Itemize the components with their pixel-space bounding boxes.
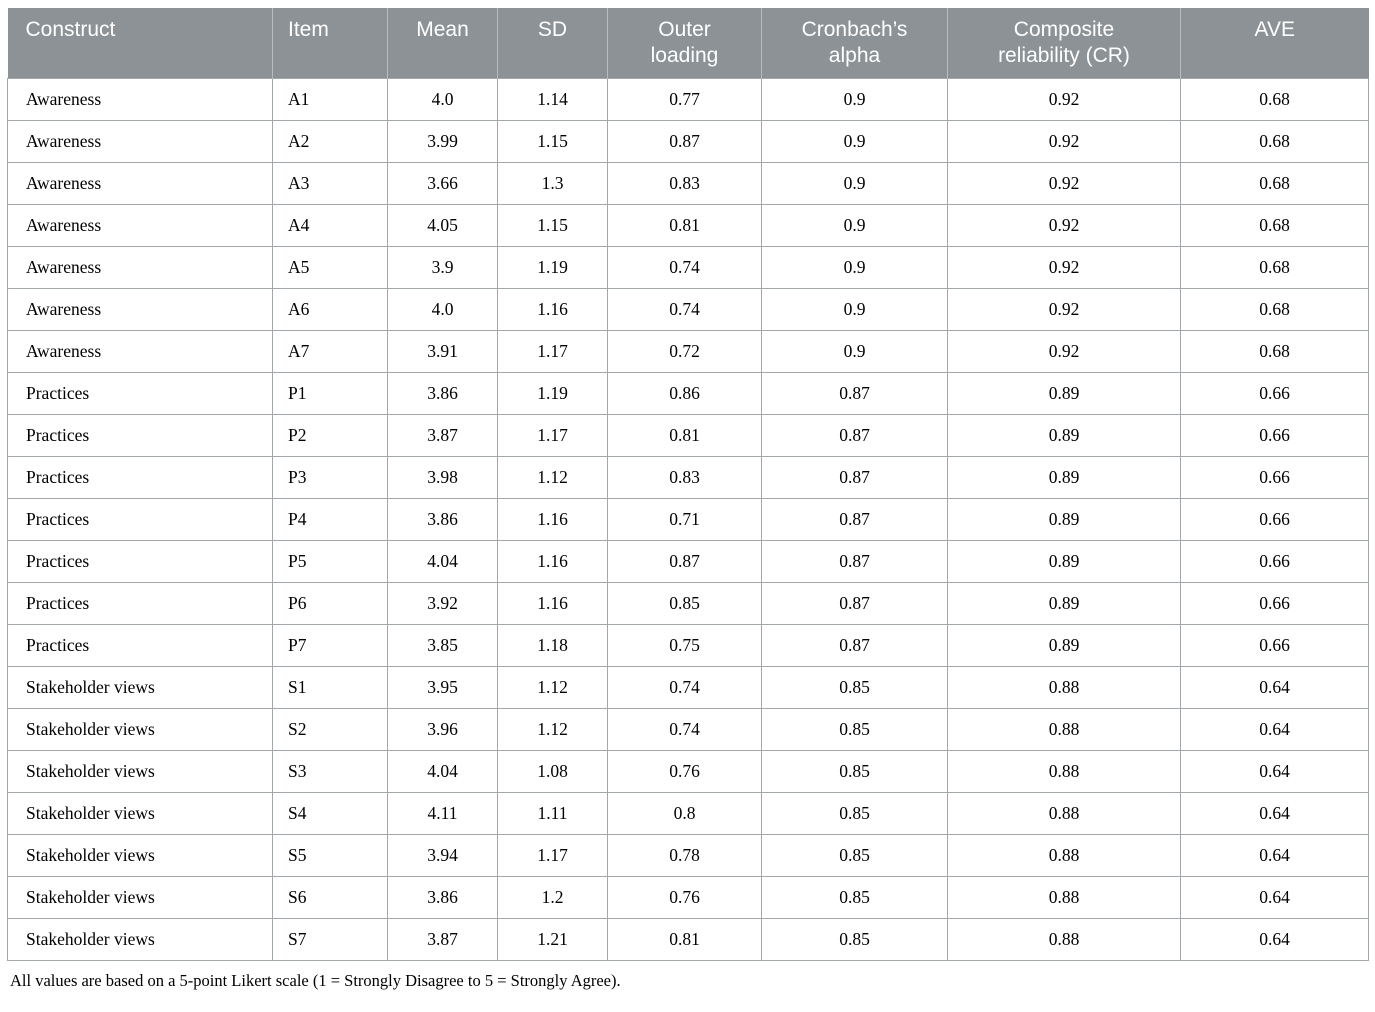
cell-ave: 0.64: [1181, 750, 1369, 792]
cell-outer-loading: 0.83: [608, 162, 762, 204]
cell-cronbach-alpha: 0.9: [762, 330, 948, 372]
cell-outer-loading: 0.87: [608, 540, 762, 582]
cell-outer-loading: 0.74: [608, 288, 762, 330]
cell-outer-loading: 0.74: [608, 666, 762, 708]
table-row: [8, 792, 1369, 834]
cell-sd: 1.16: [498, 288, 608, 330]
table-row: [8, 834, 1369, 876]
cell-item: S1: [273, 666, 388, 708]
cell-construct: Awareness: [8, 162, 273, 204]
cell-sd: 1.17: [498, 834, 608, 876]
cell-sd: 1.12: [498, 708, 608, 750]
column-header-composite-reliability: [948, 8, 1181, 78]
cell-item: P7: [273, 624, 388, 666]
cell-outer-loading: 0.74: [608, 246, 762, 288]
cell-ave: 0.68: [1181, 78, 1369, 120]
cell-outer-loading: 0.76: [608, 750, 762, 792]
cell-cronbach-alpha: 0.9: [762, 204, 948, 246]
cell-outer-loading: 0.72: [608, 330, 762, 372]
cell-cronbach-alpha: 0.85: [762, 750, 948, 792]
cell-ave: 0.66: [1181, 540, 1369, 582]
cell-item: P6: [273, 582, 388, 624]
cell-cronbach-alpha: 0.85: [762, 666, 948, 708]
column-header-sd: [498, 8, 608, 78]
cell-sd: 1.15: [498, 204, 608, 246]
cell-cronbach-alpha: 0.9: [762, 120, 948, 162]
cell-ave: 0.64: [1181, 792, 1369, 834]
cell-cronbach-alpha: 0.85: [762, 876, 948, 918]
table-row: [8, 204, 1369, 246]
cell-composite-reliability: 0.92: [948, 246, 1181, 288]
table-row: [8, 540, 1369, 582]
cell-ave: 0.68: [1181, 120, 1369, 162]
cell-construct: Stakeholder views: [8, 876, 273, 918]
cell-item: S5: [273, 834, 388, 876]
cell-ave: 0.64: [1181, 876, 1369, 918]
table-row: [8, 708, 1369, 750]
table-row: [8, 246, 1369, 288]
cell-ave: 0.66: [1181, 456, 1369, 498]
cell-ave: 0.64: [1181, 834, 1369, 876]
cell-item: A4: [273, 204, 388, 246]
cell-cronbach-alpha: 0.9: [762, 246, 948, 288]
cell-composite-reliability: 0.92: [948, 330, 1181, 372]
cell-cronbach-alpha: 0.85: [762, 708, 948, 750]
cell-mean: 4.0: [388, 78, 498, 120]
cell-construct: Stakeholder views: [8, 834, 273, 876]
cell-item: S3: [273, 750, 388, 792]
table-row: [8, 120, 1369, 162]
cell-composite-reliability: 0.89: [948, 456, 1181, 498]
cell-sd: 1.16: [498, 498, 608, 540]
cell-cronbach-alpha: 0.85: [762, 918, 948, 960]
cell-sd: 1.21: [498, 918, 608, 960]
column-header-label: Cronbach’s alpha: [801, 18, 908, 68]
cell-item: A6: [273, 288, 388, 330]
cell-mean: 4.0: [388, 288, 498, 330]
cell-ave: 0.66: [1181, 372, 1369, 414]
column-header-construct: [8, 8, 273, 78]
table-row: [8, 918, 1369, 960]
cell-outer-loading: 0.74: [608, 708, 762, 750]
cell-cronbach-alpha: 0.9: [762, 288, 948, 330]
cell-composite-reliability: 0.89: [948, 414, 1181, 456]
cell-item: P2: [273, 414, 388, 456]
cell-item: S4: [273, 792, 388, 834]
cell-construct: Practices: [8, 498, 273, 540]
cell-cronbach-alpha: 0.85: [762, 834, 948, 876]
cell-construct: Practices: [8, 414, 273, 456]
cell-outer-loading: 0.81: [608, 918, 762, 960]
cell-outer-loading: 0.81: [608, 414, 762, 456]
cell-ave: 0.64: [1181, 708, 1369, 750]
cell-ave: 0.66: [1181, 624, 1369, 666]
cell-construct: Practices: [8, 624, 273, 666]
cell-cronbach-alpha: 0.87: [762, 372, 948, 414]
cell-cronbach-alpha: 0.87: [762, 498, 948, 540]
cell-construct: Practices: [8, 540, 273, 582]
cell-sd: 1.08: [498, 750, 608, 792]
cell-construct: Awareness: [8, 288, 273, 330]
header-row: [8, 8, 1369, 78]
cell-composite-reliability: 0.92: [948, 120, 1181, 162]
cell-item: A3: [273, 162, 388, 204]
cell-composite-reliability: 0.88: [948, 876, 1181, 918]
cell-mean: 3.99: [388, 120, 498, 162]
cell-mean: 3.85: [388, 624, 498, 666]
table-row: [8, 498, 1369, 540]
cell-item: A7: [273, 330, 388, 372]
cell-sd: 1.12: [498, 456, 608, 498]
cell-cronbach-alpha: 0.87: [762, 414, 948, 456]
cell-outer-loading: 0.8: [608, 792, 762, 834]
cell-mean: 4.04: [388, 750, 498, 792]
cell-outer-loading: 0.86: [608, 372, 762, 414]
column-header-label: AVE: [1254, 18, 1295, 41]
cell-cronbach-alpha: 0.87: [762, 456, 948, 498]
cell-ave: 0.68: [1181, 288, 1369, 330]
column-header-ave: [1181, 8, 1369, 78]
cell-sd: 1.12: [498, 666, 608, 708]
cell-mean: 3.94: [388, 834, 498, 876]
table-row: [8, 288, 1369, 330]
cell-ave: 0.66: [1181, 414, 1369, 456]
cell-composite-reliability: 0.88: [948, 792, 1181, 834]
cell-mean: 3.96: [388, 708, 498, 750]
cell-composite-reliability: 0.88: [948, 750, 1181, 792]
table-row: [8, 414, 1369, 456]
cell-composite-reliability: 0.92: [948, 204, 1181, 246]
cell-sd: 1.2: [498, 876, 608, 918]
cell-mean: 4.05: [388, 204, 498, 246]
cell-outer-loading: 0.78: [608, 834, 762, 876]
cell-construct: Stakeholder views: [8, 708, 273, 750]
cell-composite-reliability: 0.92: [948, 78, 1181, 120]
cell-mean: 3.86: [388, 372, 498, 414]
cell-composite-reliability: 0.89: [948, 372, 1181, 414]
cell-mean: 3.66: [388, 162, 498, 204]
cell-item: P5: [273, 540, 388, 582]
reliability-statistics-table: [7, 8, 1369, 961]
cell-item: A1: [273, 78, 388, 120]
cell-composite-reliability: 0.88: [948, 708, 1181, 750]
cell-cronbach-alpha: 0.9: [762, 78, 948, 120]
cell-sd: 1.18: [498, 624, 608, 666]
cell-sd: 1.3: [498, 162, 608, 204]
table-footnote: All values are based on a 5-point Likert scale (1 = Strongly Disagree to 5 = Strongly Agree).: [10, 970, 621, 990]
cell-ave: 0.64: [1181, 918, 1369, 960]
cell-sd: 1.17: [498, 414, 608, 456]
column-header-label: SD: [537, 18, 568, 41]
cell-outer-loading: 0.85: [608, 582, 762, 624]
cell-item: P1: [273, 372, 388, 414]
cell-construct: Awareness: [8, 120, 273, 162]
column-header-outer-loading: [608, 8, 762, 78]
table-body: [8, 78, 1369, 960]
cell-construct: Practices: [8, 582, 273, 624]
cell-construct: Awareness: [8, 330, 273, 372]
cell-sd: 1.15: [498, 120, 608, 162]
column-header-label: Mean: [416, 18, 469, 41]
cell-outer-loading: 0.87: [608, 120, 762, 162]
cell-construct: Stakeholder views: [8, 918, 273, 960]
cell-ave: 0.66: [1181, 498, 1369, 540]
table-row: [8, 372, 1369, 414]
cell-mean: 4.04: [388, 540, 498, 582]
cell-sd: 1.11: [498, 792, 608, 834]
table-row: [8, 666, 1369, 708]
cell-outer-loading: 0.81: [608, 204, 762, 246]
table-row: [8, 582, 1369, 624]
column-header-label: Item: [288, 18, 329, 41]
table-row: [8, 624, 1369, 666]
cell-sd: 1.16: [498, 540, 608, 582]
cell-cronbach-alpha: 0.87: [762, 624, 948, 666]
cell-sd: 1.19: [498, 246, 608, 288]
cell-item: A2: [273, 120, 388, 162]
cell-outer-loading: 0.76: [608, 876, 762, 918]
cell-construct: Practices: [8, 372, 273, 414]
cell-composite-reliability: 0.89: [948, 624, 1181, 666]
column-header-label: Construct: [25, 18, 116, 41]
table-row: [8, 876, 1369, 918]
cell-outer-loading: 0.75: [608, 624, 762, 666]
column-header-label: Composite reliability (CR): [998, 18, 1130, 68]
cell-mean: 3.86: [388, 498, 498, 540]
cell-ave: 0.68: [1181, 162, 1369, 204]
cell-sd: 1.16: [498, 582, 608, 624]
cell-construct: Practices: [8, 456, 273, 498]
cell-mean: 3.9: [388, 246, 498, 288]
column-header-cronbach-alpha: [762, 8, 948, 78]
cell-sd: 1.17: [498, 330, 608, 372]
cell-composite-reliability: 0.88: [948, 666, 1181, 708]
cell-mean: 3.91: [388, 330, 498, 372]
cell-mean: 3.87: [388, 918, 498, 960]
cell-construct: Awareness: [8, 246, 273, 288]
cell-ave: 0.68: [1181, 330, 1369, 372]
cell-composite-reliability: 0.92: [948, 162, 1181, 204]
cell-ave: 0.68: [1181, 204, 1369, 246]
cell-mean: 3.98: [388, 456, 498, 498]
cell-sd: 1.14: [498, 78, 608, 120]
cell-outer-loading: 0.71: [608, 498, 762, 540]
cell-sd: 1.19: [498, 372, 608, 414]
cell-composite-reliability: 0.88: [948, 834, 1181, 876]
cell-outer-loading: 0.77: [608, 78, 762, 120]
column-header-item: [273, 8, 388, 78]
cell-ave: 0.68: [1181, 246, 1369, 288]
cell-mean: 3.92: [388, 582, 498, 624]
cell-item: P3: [273, 456, 388, 498]
cell-construct: Stakeholder views: [8, 750, 273, 792]
table-row: [8, 162, 1369, 204]
cell-cronbach-alpha: 0.85: [762, 792, 948, 834]
cell-ave: 0.64: [1181, 666, 1369, 708]
column-header-label: Outer loading: [650, 18, 719, 68]
table-row: [8, 456, 1369, 498]
cell-mean: 3.87: [388, 414, 498, 456]
cell-construct: Stakeholder views: [8, 792, 273, 834]
column-header-mean: [388, 8, 498, 78]
cell-item: S6: [273, 876, 388, 918]
cell-item: S7: [273, 918, 388, 960]
cell-item: P4: [273, 498, 388, 540]
cell-cronbach-alpha: 0.87: [762, 582, 948, 624]
cell-construct: Stakeholder views: [8, 666, 273, 708]
cell-cronbach-alpha: 0.9: [762, 162, 948, 204]
cell-composite-reliability: 0.92: [948, 288, 1181, 330]
table-row: [8, 78, 1369, 120]
cell-composite-reliability: 0.89: [948, 582, 1181, 624]
cell-mean: 4.11: [388, 792, 498, 834]
cell-mean: 3.86: [388, 876, 498, 918]
cell-item: A5: [273, 246, 388, 288]
cell-cronbach-alpha: 0.87: [762, 540, 948, 582]
cell-outer-loading: 0.83: [608, 456, 762, 498]
cell-composite-reliability: 0.89: [948, 498, 1181, 540]
table-header: [8, 8, 1369, 78]
cell-composite-reliability: 0.89: [948, 540, 1181, 582]
cell-construct: Awareness: [8, 204, 273, 246]
table-row: [8, 330, 1369, 372]
cell-mean: 3.95: [388, 666, 498, 708]
cell-item: S2: [273, 708, 388, 750]
cell-construct: Awareness: [8, 78, 273, 120]
cell-composite-reliability: 0.88: [948, 918, 1181, 960]
cell-ave: 0.66: [1181, 582, 1369, 624]
table-row: [8, 750, 1369, 792]
